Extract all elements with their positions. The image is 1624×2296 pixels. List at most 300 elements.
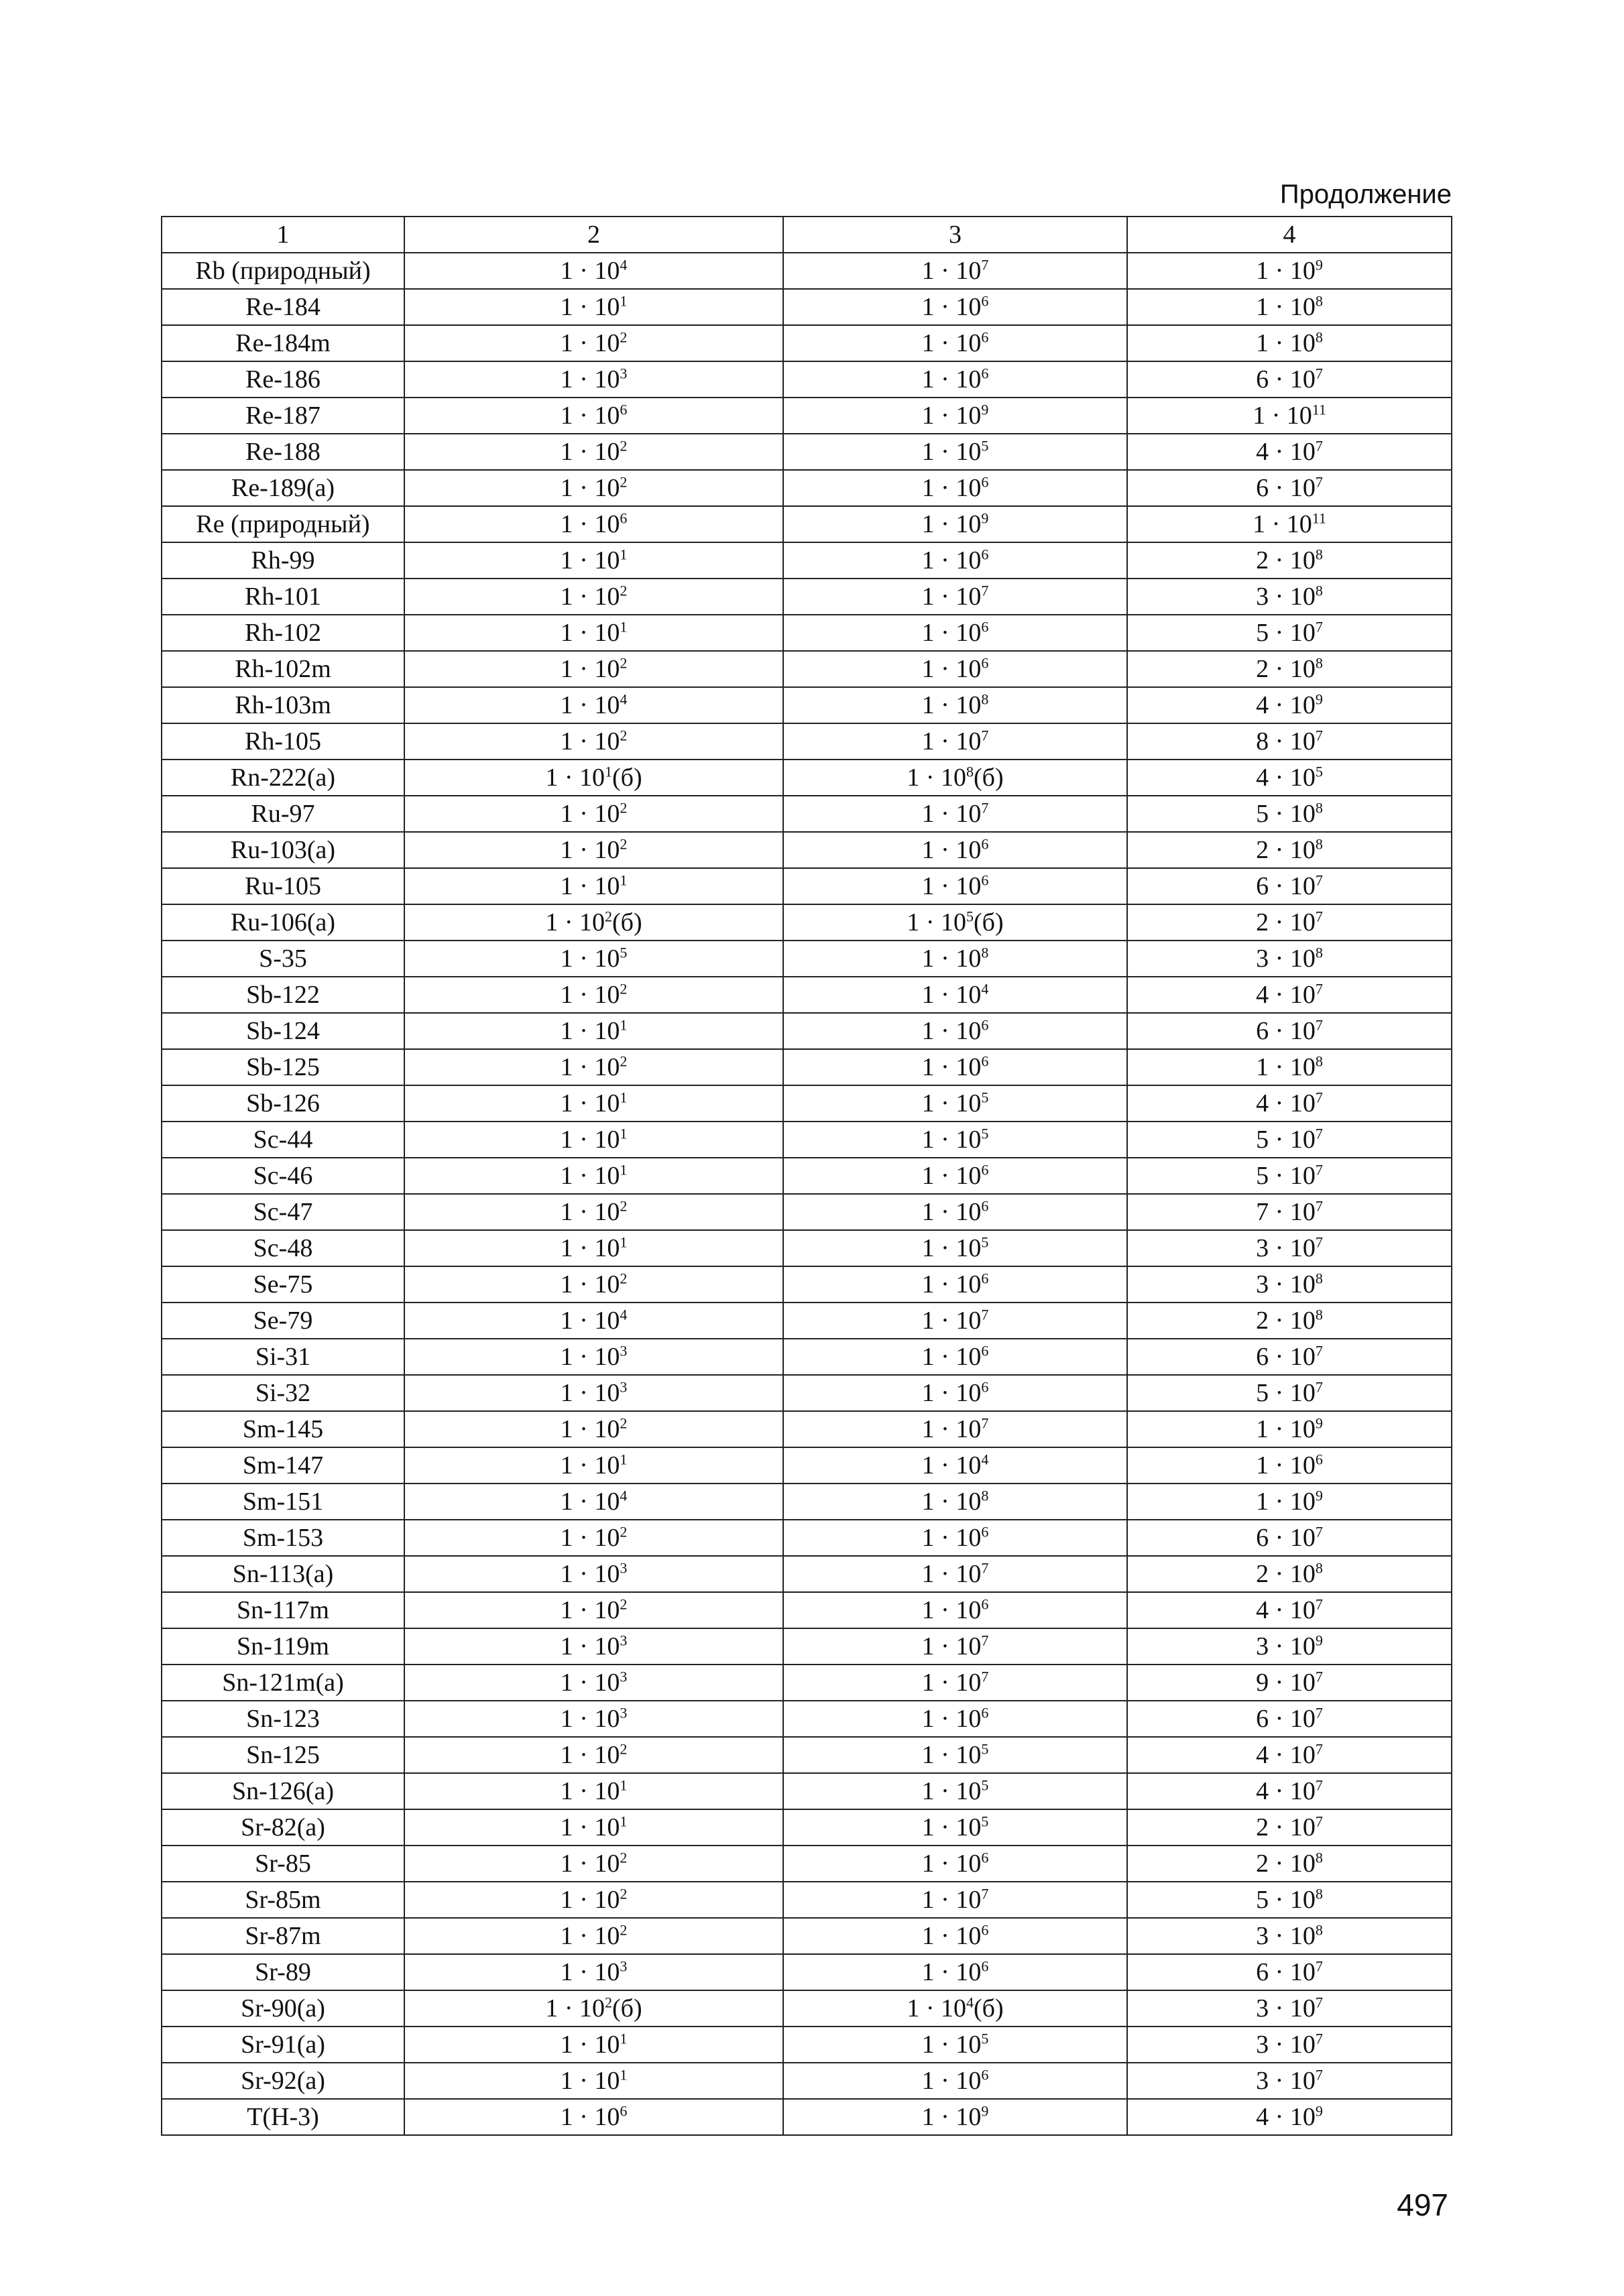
value-cell xyxy=(783,579,1127,615)
value-base: 1 · 10 xyxy=(560,1089,620,1117)
value-base: 1 · 10 xyxy=(921,691,982,719)
value-base: 6 · 10 xyxy=(1256,1524,1316,1552)
nuclide-cell: Rh-102 xyxy=(162,615,404,651)
value-base: 3 · 10 xyxy=(1256,1234,1316,1262)
value-base: 2 · 10 xyxy=(1256,908,1316,936)
value-cell xyxy=(1127,1990,1452,2027)
value-base: 1 · 10 xyxy=(921,1813,982,1841)
table-row xyxy=(162,1592,1452,1628)
table-row xyxy=(162,796,1452,832)
value-base: 1 · 10 xyxy=(545,1994,605,2022)
value-cell xyxy=(783,542,1127,579)
value-exponent: 6 xyxy=(981,1595,989,1613)
value-exponent: 6 xyxy=(981,473,989,491)
value-base: 1 · 10 xyxy=(560,1741,620,1769)
value-exponent: 5 xyxy=(981,437,989,455)
value-exponent: 6 xyxy=(981,328,989,346)
value-cell xyxy=(783,1303,1127,1339)
value-base: 3 · 10 xyxy=(1256,1270,1316,1298)
value-base: 1 · 10 xyxy=(921,546,982,575)
table-row xyxy=(162,723,1452,760)
value-exponent: 8 xyxy=(1315,1921,1323,1939)
table-body xyxy=(162,253,1452,2135)
value-base: 1 · 10 xyxy=(560,1524,620,1552)
value-base: 1 · 10 xyxy=(545,908,605,936)
value-exponent: 2 xyxy=(620,835,628,853)
continuation-label: Продолжение xyxy=(1279,180,1452,209)
value-cell xyxy=(404,1484,783,1520)
value-cell xyxy=(404,941,783,977)
value-exponent: 6 xyxy=(1315,1451,1323,1468)
value-base: 5 · 10 xyxy=(1256,1886,1316,1914)
value-cell xyxy=(1127,1122,1452,1158)
value-exponent: 6 xyxy=(981,1849,989,1866)
nuclide-cell: Re-187 xyxy=(162,398,404,434)
value-base: 1 · 10 xyxy=(907,1994,966,2022)
nuclide-cell: Sr-90(a) xyxy=(162,1990,404,2027)
value-exponent: 1 xyxy=(620,2030,628,2047)
table-row xyxy=(162,1556,1452,1592)
value-exponent: 8 xyxy=(981,944,989,961)
value-base: 1 · 10 xyxy=(907,764,966,792)
nuclide-cell: Rh-103m xyxy=(162,687,404,723)
value-exponent: 6 xyxy=(981,654,989,672)
table-row xyxy=(162,941,1452,977)
nuclide-cell: Rn-222(a) xyxy=(162,760,404,796)
value-base: 3 · 10 xyxy=(1256,1922,1316,1950)
value-cell xyxy=(404,1122,783,1158)
value-cell xyxy=(404,253,783,289)
value-exponent: 7 xyxy=(1315,1595,1323,1613)
value-exponent: 8 xyxy=(1315,654,1323,672)
column-header: 2 xyxy=(404,217,783,253)
value-base: 4 · 10 xyxy=(1256,1777,1316,1805)
table-row xyxy=(162,1339,1452,1375)
nuclide-cell: Sc-46 xyxy=(162,1158,404,1194)
value-exponent: 7 xyxy=(1315,473,1323,491)
value-cell xyxy=(1127,1484,1452,1520)
value-base: 3 · 10 xyxy=(1256,2031,1316,2059)
value-base: 4 · 10 xyxy=(1256,1741,1316,1769)
value-base: 1 · 10 xyxy=(921,1705,982,1733)
value-exponent: 6 xyxy=(981,1957,989,1975)
value-exponent: 1 xyxy=(605,763,612,780)
nuclide-cell: Rh-101 xyxy=(162,579,404,615)
value-exponent: 4 xyxy=(620,690,628,708)
nuclide-cell: Sc-48 xyxy=(162,1230,404,1266)
value-cell xyxy=(783,289,1127,325)
value-exponent: 1 xyxy=(620,1776,628,1794)
value-cell xyxy=(404,868,783,904)
value-base: 5 · 10 xyxy=(1256,1379,1316,1407)
value-exponent: 5 xyxy=(981,1233,989,1251)
nuclide-cell: Sn-123 xyxy=(162,1701,404,1737)
value-exponent: 11 xyxy=(1312,401,1326,418)
value-exponent: 6 xyxy=(981,1921,989,1939)
value-cell xyxy=(783,1882,1127,1918)
nuclide-cell: Sb-124 xyxy=(162,1013,404,1049)
value-exponent: 3 xyxy=(620,1378,628,1396)
value-cell xyxy=(1127,1665,1452,1701)
value-base: 3 · 10 xyxy=(1256,1632,1316,1660)
value-cell xyxy=(783,1230,1127,1266)
value-cell xyxy=(404,289,783,325)
value-exponent: 9 xyxy=(981,401,989,418)
table-row xyxy=(162,1013,1452,1049)
value-cell xyxy=(404,1592,783,1628)
table-row xyxy=(162,1122,1452,1158)
nuclide-cell: Sb-125 xyxy=(162,1049,404,1085)
value-exponent: 8 xyxy=(1315,328,1323,346)
value-exponent: 7 xyxy=(1315,618,1323,636)
value-note: (б) xyxy=(974,908,1004,936)
value-cell xyxy=(783,2027,1127,2063)
value-exponent: 7 xyxy=(981,1885,989,1902)
value-base: 1 · 10 xyxy=(921,836,982,864)
column-header: 1 xyxy=(162,217,404,253)
value-cell xyxy=(1127,1375,1452,1411)
value-base: 1 · 10 xyxy=(921,402,982,430)
value-base: 1 · 10 xyxy=(560,510,620,538)
nuclide-cell: Sb-122 xyxy=(162,977,404,1013)
value-cell xyxy=(783,941,1127,977)
value-cell xyxy=(404,1085,783,1122)
value-base: 5 · 10 xyxy=(1256,1162,1316,1190)
value-base: 1 · 10 xyxy=(921,1741,982,1769)
value-base: 1 · 10 xyxy=(560,1126,620,1154)
value-base: 1 · 10 xyxy=(1256,1488,1316,1516)
value-exponent: 6 xyxy=(981,1016,989,1034)
value-exponent: 7 xyxy=(1315,2066,1323,2083)
table-row xyxy=(162,1520,1452,1556)
value-exponent: 9 xyxy=(1315,1487,1323,1504)
value-exponent: 1 xyxy=(620,871,628,889)
value-cell xyxy=(404,1990,783,2027)
value-exponent: 7 xyxy=(1315,1523,1323,1540)
radionuclide-table xyxy=(161,216,1452,2136)
value-exponent: 7 xyxy=(1315,1994,1323,2011)
value-base: 1 · 10 xyxy=(560,1162,620,1190)
value-base: 1 · 10 xyxy=(560,1886,620,1914)
value-base: 1 · 10 xyxy=(560,872,620,900)
value-exponent: 8 xyxy=(1315,546,1323,563)
value-exponent: 5 xyxy=(620,944,628,961)
value-cell xyxy=(1127,760,1452,796)
value-cell xyxy=(404,579,783,615)
table-row xyxy=(162,651,1452,687)
nuclide-cell: Sn-125 xyxy=(162,1737,404,1773)
value-exponent: 1 xyxy=(620,1813,628,1830)
value-base: 1 · 10 xyxy=(560,2067,620,2095)
value-exponent: 7 xyxy=(1315,1197,1323,1215)
value-base: 1 · 10 xyxy=(1256,1053,1316,1081)
value-cell xyxy=(783,796,1127,832)
value-base: 1 · 10 xyxy=(921,1307,982,1335)
value-exponent: 7 xyxy=(1315,980,1323,998)
value-cell xyxy=(404,1701,783,1737)
value-base: 1 · 10 xyxy=(560,474,620,502)
value-cell xyxy=(404,1447,783,1484)
value-base: 1 · 10 xyxy=(921,1560,982,1588)
value-exponent: 7 xyxy=(1315,1161,1323,1179)
table-row xyxy=(162,1809,1452,1846)
nuclide-cell: Re-188 xyxy=(162,434,404,470)
value-base: 1 · 10 xyxy=(1256,1415,1316,1443)
value-cell xyxy=(404,506,783,542)
value-base: 9 · 10 xyxy=(1256,1669,1316,1697)
value-base: 1 · 10 xyxy=(560,257,620,285)
value-base: 1 · 10 xyxy=(560,1560,620,1588)
value-cell xyxy=(1127,1411,1452,1447)
value-cell xyxy=(783,1484,1127,1520)
value-base: 1 · 10 xyxy=(560,1777,620,1805)
nuclide-cell: Re-184m xyxy=(162,325,404,361)
value-base: 1 · 10 xyxy=(560,1415,620,1443)
table-row xyxy=(162,1701,1452,1737)
nuclide-cell: Sb-126 xyxy=(162,1085,404,1122)
value-base: 1 · 10 xyxy=(560,2031,620,2059)
value-exponent: 9 xyxy=(1315,1414,1323,1432)
value-cell xyxy=(1127,2099,1452,2135)
value-exponent: 1 xyxy=(620,1233,628,1251)
value-base: 1 · 10 xyxy=(1256,293,1316,321)
value-base: 1 · 10 xyxy=(921,438,982,466)
value-exponent: 8 xyxy=(981,1487,989,1504)
value-cell xyxy=(1127,1049,1452,1085)
nuclide-cell: Sr-91(a) xyxy=(162,2027,404,2063)
value-base: 5 · 10 xyxy=(1256,619,1316,647)
value-base: 3 · 10 xyxy=(1256,583,1316,611)
value-cell xyxy=(1127,868,1452,904)
nuclide-cell: Si-31 xyxy=(162,1339,404,1375)
value-base: 1 · 10 xyxy=(921,474,982,502)
value-base: 1 · 10 xyxy=(560,1596,620,1624)
value-exponent: 7 xyxy=(1315,727,1323,744)
value-exponent: 6 xyxy=(981,1378,989,1396)
value-cell xyxy=(1127,1628,1452,1665)
value-cell xyxy=(783,1266,1127,1303)
value-exponent: 4 xyxy=(620,1487,628,1504)
value-base: 1 · 10 xyxy=(560,1379,620,1407)
value-base: 6 · 10 xyxy=(1256,1017,1316,1045)
table-row xyxy=(162,1882,1452,1918)
table-row xyxy=(162,1484,1452,1520)
nuclide-cell: Sm-147 xyxy=(162,1447,404,1484)
value-cell xyxy=(404,1954,783,1990)
value-exponent: 6 xyxy=(981,1342,989,1360)
value-base: 4 · 10 xyxy=(1256,438,1316,466)
value-cell xyxy=(783,1447,1127,1484)
value-base: 1 · 10 xyxy=(921,1596,982,1624)
value-base: 1 · 10 xyxy=(921,329,982,357)
value-exponent: 2 xyxy=(620,727,628,744)
value-exponent: 8 xyxy=(1315,1270,1323,1287)
column-header: 4 xyxy=(1127,217,1452,253)
value-exponent: 9 xyxy=(1315,256,1323,274)
value-base: 1 · 10 xyxy=(545,764,605,792)
value-exponent: 2 xyxy=(620,980,628,998)
nuclide-cell: Sc-47 xyxy=(162,1194,404,1230)
value-exponent: 2 xyxy=(620,654,628,672)
value-cell xyxy=(1127,325,1452,361)
value-exponent: 2 xyxy=(605,908,612,925)
value-exponent: 7 xyxy=(1315,1342,1323,1360)
value-cell xyxy=(404,361,783,398)
value-exponent: 7 xyxy=(1315,1089,1323,1106)
value-exponent: 3 xyxy=(620,1704,628,1721)
table-row xyxy=(162,325,1452,361)
table-row xyxy=(162,1085,1452,1122)
value-cell xyxy=(1127,1701,1452,1737)
value-exponent: 2 xyxy=(620,1849,628,1866)
value-exponent: 7 xyxy=(1315,1125,1323,1142)
value-base: 1 · 10 xyxy=(907,908,966,936)
value-base: 1 · 10 xyxy=(921,981,982,1009)
value-base: 1 · 10 xyxy=(560,329,620,357)
value-exponent: 7 xyxy=(1315,1378,1323,1396)
page-number: 497 xyxy=(1397,2187,1448,2222)
value-exponent: 7 xyxy=(1315,1957,1323,1975)
value-exponent: 6 xyxy=(981,292,989,310)
value-cell xyxy=(1127,361,1452,398)
value-exponent: 6 xyxy=(981,1704,989,1721)
value-cell xyxy=(404,470,783,506)
value-cell xyxy=(783,1013,1127,1049)
value-cell xyxy=(404,1520,783,1556)
table-row xyxy=(162,1375,1452,1411)
nuclide-cell: Re (природный) xyxy=(162,506,404,542)
value-exponent: 6 xyxy=(981,871,989,889)
value-exponent: 3 xyxy=(620,1957,628,1975)
value-cell xyxy=(1127,904,1452,941)
value-exponent: 8 xyxy=(1315,835,1323,853)
value-exponent: 2 xyxy=(620,473,628,491)
value-cell xyxy=(1127,1447,1452,1484)
value-exponent: 8 xyxy=(1315,292,1323,310)
value-base: 2 · 10 xyxy=(1256,836,1316,864)
value-cell xyxy=(1127,941,1452,977)
value-exponent: 2 xyxy=(620,1740,628,1758)
value-cell xyxy=(1127,253,1452,289)
value-cell xyxy=(783,1085,1127,1122)
nuclide-cell: Re-184 xyxy=(162,289,404,325)
value-cell xyxy=(404,1266,783,1303)
value-cell xyxy=(404,2027,783,2063)
value-cell xyxy=(404,1375,783,1411)
nuclide-cell: Se-75 xyxy=(162,1266,404,1303)
value-base: 3 · 10 xyxy=(1256,1994,1316,2022)
value-base: 2 · 10 xyxy=(1256,1850,1316,1878)
value-base: 1 · 10 xyxy=(921,1886,982,1914)
value-exponent: 5 xyxy=(1315,763,1323,780)
value-exponent: 5 xyxy=(966,908,974,925)
value-exponent: 3 xyxy=(620,1632,628,1649)
value-cell xyxy=(404,434,783,470)
value-base: 1 · 10 xyxy=(560,945,620,973)
value-base: 1 · 10 xyxy=(921,1126,982,1154)
value-cell xyxy=(404,2099,783,2135)
value-exponent: 3 xyxy=(620,1668,628,1685)
table-row xyxy=(162,542,1452,579)
value-exponent: 4 xyxy=(981,1451,989,1468)
value-base: 1 · 10 xyxy=(921,1922,982,1950)
value-exponent: 9 xyxy=(981,509,989,527)
table-row xyxy=(162,1158,1452,1194)
value-exponent: 7 xyxy=(981,1668,989,1685)
value-exponent: 6 xyxy=(981,1052,989,1070)
value-exponent: 8 xyxy=(1315,1052,1323,1070)
value-base: 1 · 10 xyxy=(560,1705,620,1733)
value-base: 1 · 10 xyxy=(560,365,620,394)
value-base: 1 · 10 xyxy=(560,619,620,647)
value-cell xyxy=(404,1846,783,1882)
value-base: 1 · 10 xyxy=(921,1524,982,1552)
value-cell xyxy=(1127,1085,1452,1122)
value-cell xyxy=(783,1158,1127,1194)
value-exponent: 6 xyxy=(981,618,989,636)
value-exponent: 7 xyxy=(1315,1668,1323,1685)
nuclide-cell: Sn-119m xyxy=(162,1628,404,1665)
value-exponent: 3 xyxy=(620,1559,628,1577)
value-exponent: 8 xyxy=(966,763,974,780)
value-exponent: 2 xyxy=(605,1994,612,2011)
value-exponent: 7 xyxy=(981,799,989,817)
value-base: 1 · 10 xyxy=(921,1089,982,1117)
value-base: 1 · 10 xyxy=(560,655,620,683)
value-base: 1 · 10 xyxy=(921,1162,982,1190)
value-exponent: 2 xyxy=(620,1270,628,1287)
value-cell xyxy=(404,904,783,941)
value-base: 7 · 10 xyxy=(1256,1198,1316,1226)
table-row xyxy=(162,1846,1452,1882)
value-exponent: 6 xyxy=(981,365,989,382)
value-base: 1 · 10 xyxy=(921,1270,982,1298)
value-exponent: 7 xyxy=(1315,2030,1323,2047)
table-row xyxy=(162,1954,1452,1990)
value-exponent: 2 xyxy=(620,1052,628,1070)
value-exponent: 8 xyxy=(1315,1885,1323,1902)
value-exponent: 4 xyxy=(966,1994,974,2011)
value-cell xyxy=(404,977,783,1013)
value-base: 1 · 10 xyxy=(560,1850,620,1878)
table-row xyxy=(162,579,1452,615)
value-exponent: 2 xyxy=(620,1885,628,1902)
value-cell xyxy=(1127,687,1452,723)
value-base: 1 · 10 xyxy=(560,836,620,864)
value-base: 1 · 10 xyxy=(560,1307,620,1335)
value-exponent: 9 xyxy=(1315,690,1323,708)
value-base: 1 · 10 xyxy=(921,510,982,538)
value-cell xyxy=(404,398,783,434)
value-cell xyxy=(404,651,783,687)
value-cell xyxy=(404,796,783,832)
table-row xyxy=(162,1303,1452,1339)
value-cell xyxy=(1127,1520,1452,1556)
value-cell xyxy=(404,832,783,868)
nuclide-cell: Re-186 xyxy=(162,361,404,398)
value-base: 4 · 10 xyxy=(1256,691,1316,719)
value-exponent: 7 xyxy=(981,1632,989,1649)
nuclide-cell: Rb (природный) xyxy=(162,253,404,289)
value-cell xyxy=(404,723,783,760)
nuclide-cell: Sr-85m xyxy=(162,1882,404,1918)
value-cell xyxy=(404,615,783,651)
value-base: 1 · 10 xyxy=(921,945,982,973)
value-base: 1 · 10 xyxy=(921,1198,982,1226)
value-exponent: 7 xyxy=(981,1306,989,1323)
value-cell xyxy=(1127,1339,1452,1375)
value-exponent: 6 xyxy=(620,509,628,527)
